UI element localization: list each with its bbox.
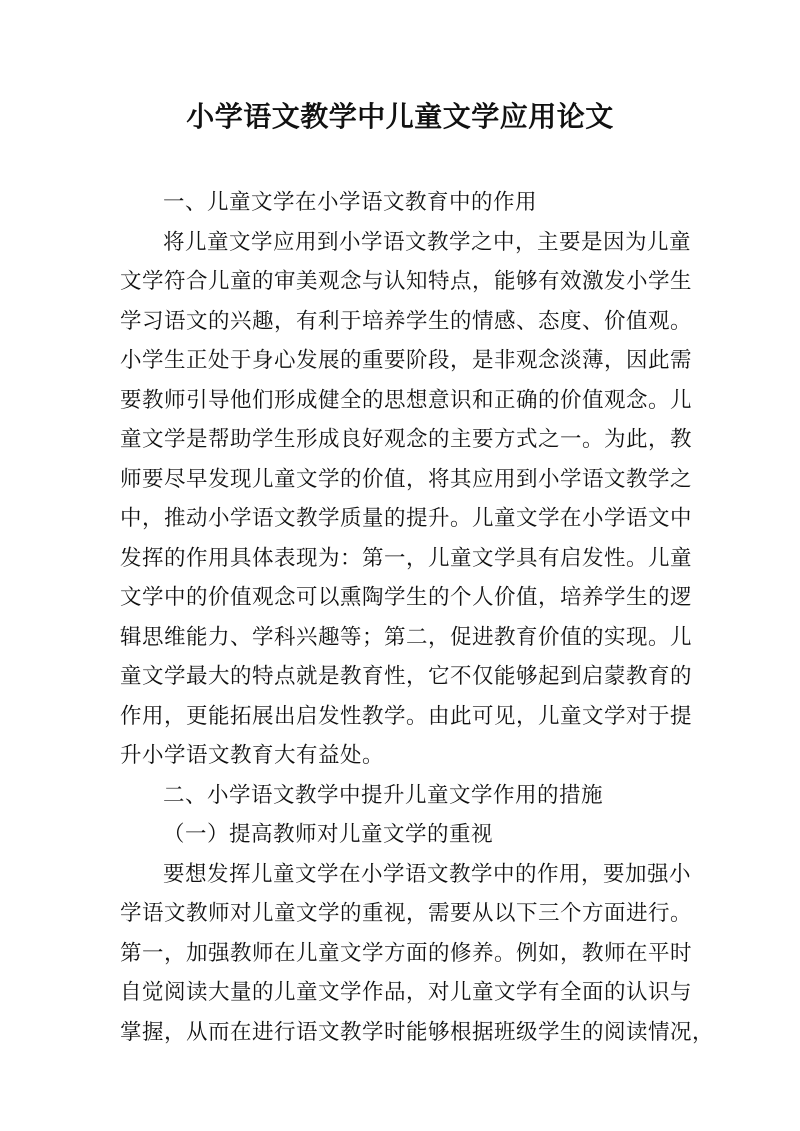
text-line: （一）提高教师对儿童文学的重视: [163, 822, 494, 847]
text-line: 学习语文的兴趣，有利于培养学生的情感、态度、价值观。: [120, 308, 693, 334]
text-line: 师要尽早发现儿童文学的价值，将其应用到小学语文教学之: [120, 466, 693, 492]
text-line: 学语文教师对儿童文学的重视，需要从以下三个方面进行。: [120, 901, 693, 926]
text-line: 升小学语文教育大有益处。: [120, 743, 385, 768]
text-line: 文学符合儿童的审美观念与认知特点，能够有效激发小学生: [120, 269, 693, 294]
text-line: 要教师引导他们形成健全的思想意识和正确的价值观念。儿: [120, 387, 693, 413]
text-line: 自觉阅读大量的儿童文学作品，对儿童文学有全面的认识与: [120, 980, 693, 1005]
text-line: 辑思维能力、学科兴趣等；第二，促进教育价值的实现。儿: [120, 624, 693, 650]
text-line: 文学中的价值观念可以熏陶学生的个人价值，培养学生的逻: [120, 585, 693, 610]
text-line: 发挥的作用具体表现为：第一，儿童文学具有启发性。儿童: [120, 545, 693, 571]
text-line: 要想发挥儿童文学在小学语文教学中的作用，要加强小: [163, 861, 692, 887]
text-line: 小学生正处于身心发展的重要阶段，是非观念淡薄，因此需: [120, 348, 693, 373]
text-line: 二、小学语文教学中提升儿童文学作用的措施: [163, 782, 604, 808]
document-body: [120, 183, 715, 1052]
document-title: 小学语文教学中儿童文学应用论文: [186, 100, 614, 133]
text-line: 作用，更能拓展出启发性教学。由此可见，儿童文学对于提: [120, 703, 693, 729]
text-line: 将儿童文学应用到小学语文教学之中，主要是因为儿童: [163, 229, 692, 255]
text-line: 掌握，从而在进行语文教学时能够根据班级学生的阅读情况，: [120, 1019, 715, 1045]
text-line: 中，推动小学语文教学质量的提升。儿童文学在小学语文中: [120, 506, 693, 531]
text-line: 童文学最大的特点就是教育性，它不仅能够起到启蒙教育的: [120, 664, 693, 689]
text-line: 第一，加强教师在儿童文学方面的修养。例如，教师在平时: [120, 940, 693, 966]
text-line: 一、儿童文学在小学语文教育中的作用: [163, 190, 538, 215]
text-line: 童文学是帮助学生形成良好观念的主要方式之一。为此，教: [120, 427, 693, 452]
